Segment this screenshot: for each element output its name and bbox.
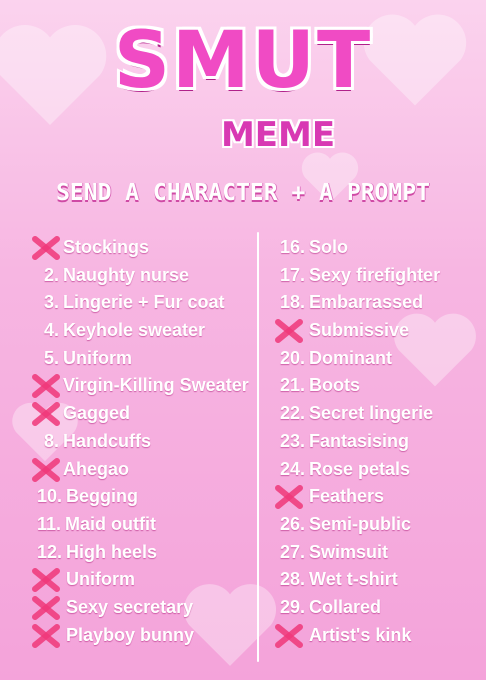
list-item bbox=[280, 511, 440, 539]
list-item bbox=[280, 456, 440, 484]
cross-mark-icon bbox=[31, 567, 61, 593]
prompt-banner: SEND A CHARACTER + A PROMPT bbox=[56, 180, 430, 206]
item-label: Boots bbox=[309, 375, 361, 396]
item-label: Virgin-Killing Sweater bbox=[63, 375, 249, 396]
item-number: 16. bbox=[280, 237, 306, 257]
item-label: Stockings bbox=[63, 237, 150, 257]
list-item bbox=[280, 594, 440, 622]
item-number: 22. bbox=[280, 403, 306, 424]
list-item bbox=[280, 400, 440, 428]
list-item bbox=[280, 622, 440, 650]
item-number: 5. bbox=[43, 347, 59, 368]
cross-mark-icon bbox=[274, 484, 304, 510]
item-label: Gagged bbox=[63, 403, 131, 424]
list-item bbox=[37, 622, 249, 650]
list-item bbox=[37, 345, 249, 373]
title: SMUT bbox=[113, 16, 373, 106]
list-item bbox=[37, 566, 249, 594]
list-item bbox=[280, 289, 440, 317]
item-number: 26. bbox=[280, 513, 306, 534]
cross-mark-icon bbox=[31, 401, 61, 427]
item-label: Playboy bunny bbox=[66, 624, 195, 645]
list-item bbox=[37, 594, 249, 622]
list-item bbox=[37, 539, 249, 567]
column-divider bbox=[257, 232, 259, 662]
list-item bbox=[37, 372, 249, 400]
item-number: 20. bbox=[280, 347, 306, 368]
item-number: 3. bbox=[43, 292, 59, 313]
list-item bbox=[37, 456, 249, 484]
list-item bbox=[280, 539, 440, 567]
item-number: 18. bbox=[280, 292, 306, 313]
item-number: 27. bbox=[280, 541, 306, 562]
item-label: Handcuffs bbox=[63, 430, 152, 451]
item-label: Keyhole sweater bbox=[63, 320, 206, 341]
item-number: 2. bbox=[43, 264, 59, 285]
cross-mark-icon bbox=[274, 318, 304, 344]
list-item bbox=[280, 234, 440, 262]
item-label: Swimsuit bbox=[309, 541, 389, 562]
list-item bbox=[280, 372, 440, 400]
item-number: 24. bbox=[280, 458, 306, 479]
item-label: Sexy secretary bbox=[66, 596, 194, 617]
item-label: Submissive bbox=[309, 320, 410, 341]
item-label: Ahegao bbox=[63, 458, 130, 479]
item-label: Semi-public bbox=[309, 513, 412, 534]
item-number: 4. bbox=[43, 320, 59, 341]
cross-mark-icon bbox=[31, 595, 61, 621]
cross-mark-icon bbox=[274, 623, 304, 649]
list-item bbox=[37, 400, 249, 428]
item-label: Fantasising bbox=[309, 430, 410, 451]
item-label: Solo bbox=[309, 237, 349, 257]
item-label: Collared bbox=[309, 596, 382, 617]
item-label: Naughty nurse bbox=[63, 264, 190, 285]
item-number: 17. bbox=[280, 264, 306, 285]
list-item bbox=[280, 262, 440, 290]
item-label: Lingerie + Fur coat bbox=[63, 292, 225, 313]
item-label: Secret lingerie bbox=[309, 403, 434, 424]
list-item bbox=[37, 428, 249, 456]
item-number: 23. bbox=[280, 430, 306, 451]
item-number: 28. bbox=[280, 569, 306, 590]
item-number: 10. bbox=[37, 486, 63, 507]
list-item bbox=[280, 317, 440, 345]
item-label: Feathers bbox=[309, 486, 385, 507]
item-label: Embarrassed bbox=[309, 292, 424, 313]
item-label: Uniform bbox=[63, 347, 132, 368]
cross-mark-icon bbox=[31, 623, 61, 649]
list-item bbox=[37, 317, 249, 345]
list-item bbox=[280, 345, 440, 373]
item-label: High heels bbox=[66, 541, 158, 562]
item-number: 29. bbox=[280, 596, 306, 617]
list-item bbox=[37, 289, 249, 317]
list-item bbox=[280, 483, 440, 511]
subtitle: MEME bbox=[220, 115, 336, 155]
item-number: 8. bbox=[43, 430, 59, 451]
list-item bbox=[280, 428, 440, 456]
cross-mark-icon bbox=[31, 457, 61, 483]
item-label: Uniform bbox=[66, 569, 136, 590]
left-column-list bbox=[37, 234, 249, 649]
item-number: 12. bbox=[37, 541, 63, 562]
item-label: Dominant bbox=[309, 347, 393, 368]
item-label: Begging bbox=[66, 486, 139, 507]
list-item bbox=[37, 262, 249, 290]
cross-mark-icon bbox=[31, 235, 61, 261]
list-item bbox=[37, 483, 249, 511]
list-item bbox=[37, 234, 249, 262]
item-label: Maid outfit bbox=[65, 513, 157, 534]
item-label: Wet t-shirt bbox=[309, 569, 398, 590]
item-label: Sexy firefighter bbox=[309, 264, 441, 285]
item-label: Rose petals bbox=[309, 458, 411, 479]
item-number: 11. bbox=[37, 513, 62, 534]
item-number: 21. bbox=[280, 375, 306, 396]
right-column-list bbox=[280, 234, 440, 649]
list-item bbox=[280, 566, 440, 594]
list-item bbox=[37, 511, 249, 539]
cross-mark-icon bbox=[31, 373, 61, 399]
item-label: Artist's kink bbox=[309, 624, 412, 645]
